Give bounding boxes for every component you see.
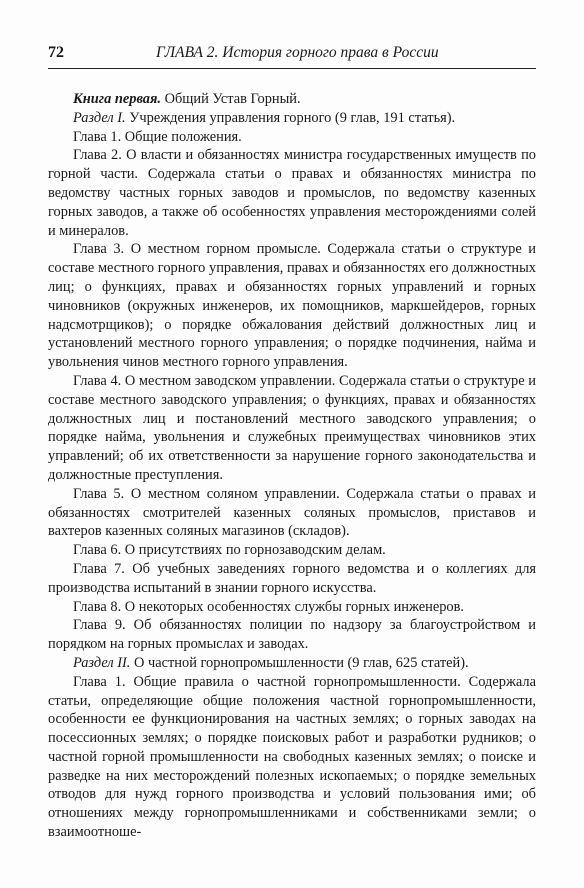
book-title-label: Книга первая. bbox=[73, 91, 161, 107]
paragraph-book-title bbox=[48, 90, 536, 109]
page-header bbox=[48, 42, 536, 69]
paragraph-chapter: Глава 1. Общие положения. bbox=[73, 128, 242, 145]
paragraph-chapter: Глава 9. Об обязанностях полиции по надзору за благоустройством и порядком на горных промыслах и заводах. bbox=[48, 617, 536, 653]
paragraph-chapter: Глава 4. О местном заводском управлении. Содержала статьи о структуре и составе местного заводского управления; о функциях, правах и обязанностях должностных лиц и постановлений местного заводского управления; о порядке найма, увольнения и служебных преимуществах чиновников этих управлений; об их ответственности за нарушение горного законодательства и должностные преступления. bbox=[48, 372, 536, 483]
paragraph-text: О частной горнопромышленности (9 глав, 625 статей). bbox=[130, 654, 469, 671]
paragraph-section-2 bbox=[48, 654, 536, 673]
body-text bbox=[48, 90, 536, 842]
paragraph-section-1 bbox=[48, 109, 536, 128]
section-label: Раздел II. bbox=[73, 654, 131, 671]
section-label: Раздел I. bbox=[73, 109, 126, 126]
paragraph-chapter: Глава 1. Общие правила о частной горнопромышленности. Содержала статьи, определяющие общие положения частной горнопромышленности, особенности ее функционирования на частных землях; о горных заводах на посессионных землях; о порядке поисковых работ и разработки рудников; о частной горной промышленности на свободных казенных землях; о поиске и разведке на них месторождений полезных ископаемых; о порядке земельных отводов для нужд горного производства и условий пользования ими; об отношениях между горнопромышленниками и собственниками земли; о взаимоотноше- bbox=[48, 673, 536, 841]
paragraph-chapter: Глава 2. О власти и обязанностях министра государственных имуществ по горной части. Содержала статьи о правах и обязанностях министра по ведомству частных горных заводов и промыслов, по ведомству казенных горных заводов, а также об особенностях управления месторождениями солей и минералов. bbox=[48, 147, 536, 239]
page-number: 72 bbox=[48, 44, 64, 61]
paragraph-chapter: Глава 7. Об учебных заведениях горного ведомства и о коллегиях для производства испытаний в знании горного искусства. bbox=[48, 560, 536, 596]
paragraph-chapter: Глава 8. О некоторых особенностях службы горных инженеров. bbox=[73, 598, 465, 615]
paragraph-text: Учреждения управления горного (9 глав, 191 статья). bbox=[125, 109, 456, 126]
paragraph-text: Общий Устав Горный. bbox=[160, 91, 301, 107]
running-head: ГЛАВА 2. История горного права в России bbox=[156, 44, 439, 61]
paragraph-chapter: Глава 6. О присутствиях по горнозаводским делам. bbox=[73, 542, 386, 559]
paragraph-chapter: Глава 5. О местном соляном управлении. Содержала статьи о правах и обязанностях смотрителей казенных соляных промыслов, приставов и вахтеров казенных соляных магазинов (складов). bbox=[48, 485, 536, 540]
paragraph-chapter: Глава 3. О местном горном промысле. Содержала статьи о структуре и составе местного горного управления, правах и обязанностях его должностных лиц; о функциях, правах и обязанностях горных управлений и горных чиновников (окружных инженеров, их помощников, маркшейдеров, горных надсмотрщиков); о порядке обжалования действий должностных лиц и установлений местного горного управления; о порядке подчинения, найма и увольнения чинов местного горного управления. bbox=[48, 241, 536, 371]
